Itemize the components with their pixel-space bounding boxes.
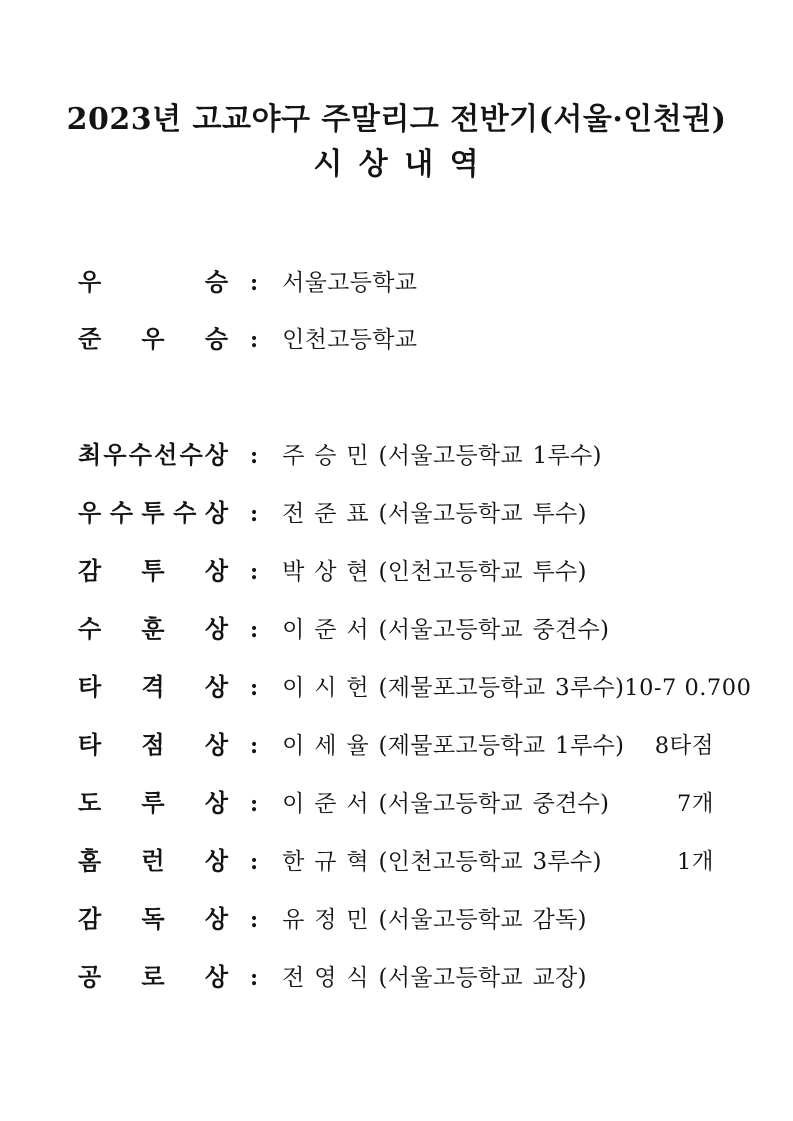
award-row (78, 901, 714, 934)
award-name-label: 우 수 투 수 상 (78, 498, 228, 527)
award-stat: 8타점 (654, 733, 714, 759)
colon-separator: : (250, 849, 259, 875)
award-row (78, 727, 714, 760)
award-recipient: 인천고등학교 (282, 327, 418, 353)
award-name-label: 준 우 승 (78, 324, 228, 353)
colon-separator: : (250, 559, 259, 585)
colon-separator: : (250, 791, 259, 817)
award-name-label: 홈 런 상 (78, 846, 228, 875)
award-recipient: 한 규 혁 (인천고등학교 3루수) (282, 849, 602, 875)
award-row (78, 959, 714, 992)
award-recipient: 이 시 헌 (제물포고등학교 3루수) (282, 675, 625, 701)
winner-row (78, 264, 714, 297)
award-name-label: 타 점 상 (78, 730, 228, 759)
award-recipient: 이 세 율 (제물포고등학교 1루수) (282, 733, 625, 759)
award-name-label: 감 독 상 (78, 904, 228, 933)
award-recipient: 서울고등학교 (282, 270, 418, 296)
award-name-label: 최 우 수 선 수 상 (78, 440, 228, 469)
colon-separator: : (250, 270, 259, 296)
runner-up-row (78, 321, 714, 354)
award-row (78, 843, 714, 876)
award-row (78, 669, 752, 702)
colon-separator: : (250, 907, 259, 933)
colon-separator: : (250, 675, 259, 701)
award-recipient: 유 정 민 (서울고등학교 감독) (282, 907, 587, 933)
document-title-line1: 2023년 고교야구 주말리그 전반기(서울·인천권) (66, 102, 727, 137)
colon-separator: : (250, 327, 259, 353)
award-recipient: 박 상 현 (인천고등학교 투수) (282, 559, 587, 585)
award-recipient: 주 승 민 (서울고등학교 1루수) (282, 443, 602, 469)
colon-separator: : (250, 965, 259, 991)
award-row (78, 553, 714, 586)
award-stat: 1개 (676, 849, 714, 875)
award-name-label: 타 격 상 (78, 672, 228, 701)
colon-separator: : (250, 443, 259, 469)
award-stat: 7개 (676, 791, 714, 817)
award-name-label: 감 투 상 (78, 556, 228, 585)
award-recipient: 이 준 서 (서울고등학교 중견수) (282, 617, 610, 643)
colon-separator: : (250, 501, 259, 527)
award-row (78, 495, 714, 528)
award-name-label: 수 훈 상 (78, 614, 228, 643)
award-stat: 10-7 0.700 (624, 675, 752, 701)
award-row (78, 437, 714, 470)
award-name-label: 우 승 (78, 267, 228, 296)
award-row (78, 785, 714, 818)
award-name-label: 공 로 상 (78, 962, 228, 991)
award-name-label: 도 루 상 (78, 788, 228, 817)
award-recipient: 전 영 식 (서울고등학교 교장) (282, 965, 587, 991)
award-row (78, 611, 714, 644)
colon-separator: : (250, 617, 259, 643)
award-recipient: 전 준 표 (서울고등학교 투수) (282, 501, 587, 527)
award-recipient: 이 준 서 (서울고등학교 중견수) (282, 791, 610, 817)
document-title-line2: 시 상 내 역 (313, 147, 480, 182)
colon-separator: : (250, 733, 259, 759)
